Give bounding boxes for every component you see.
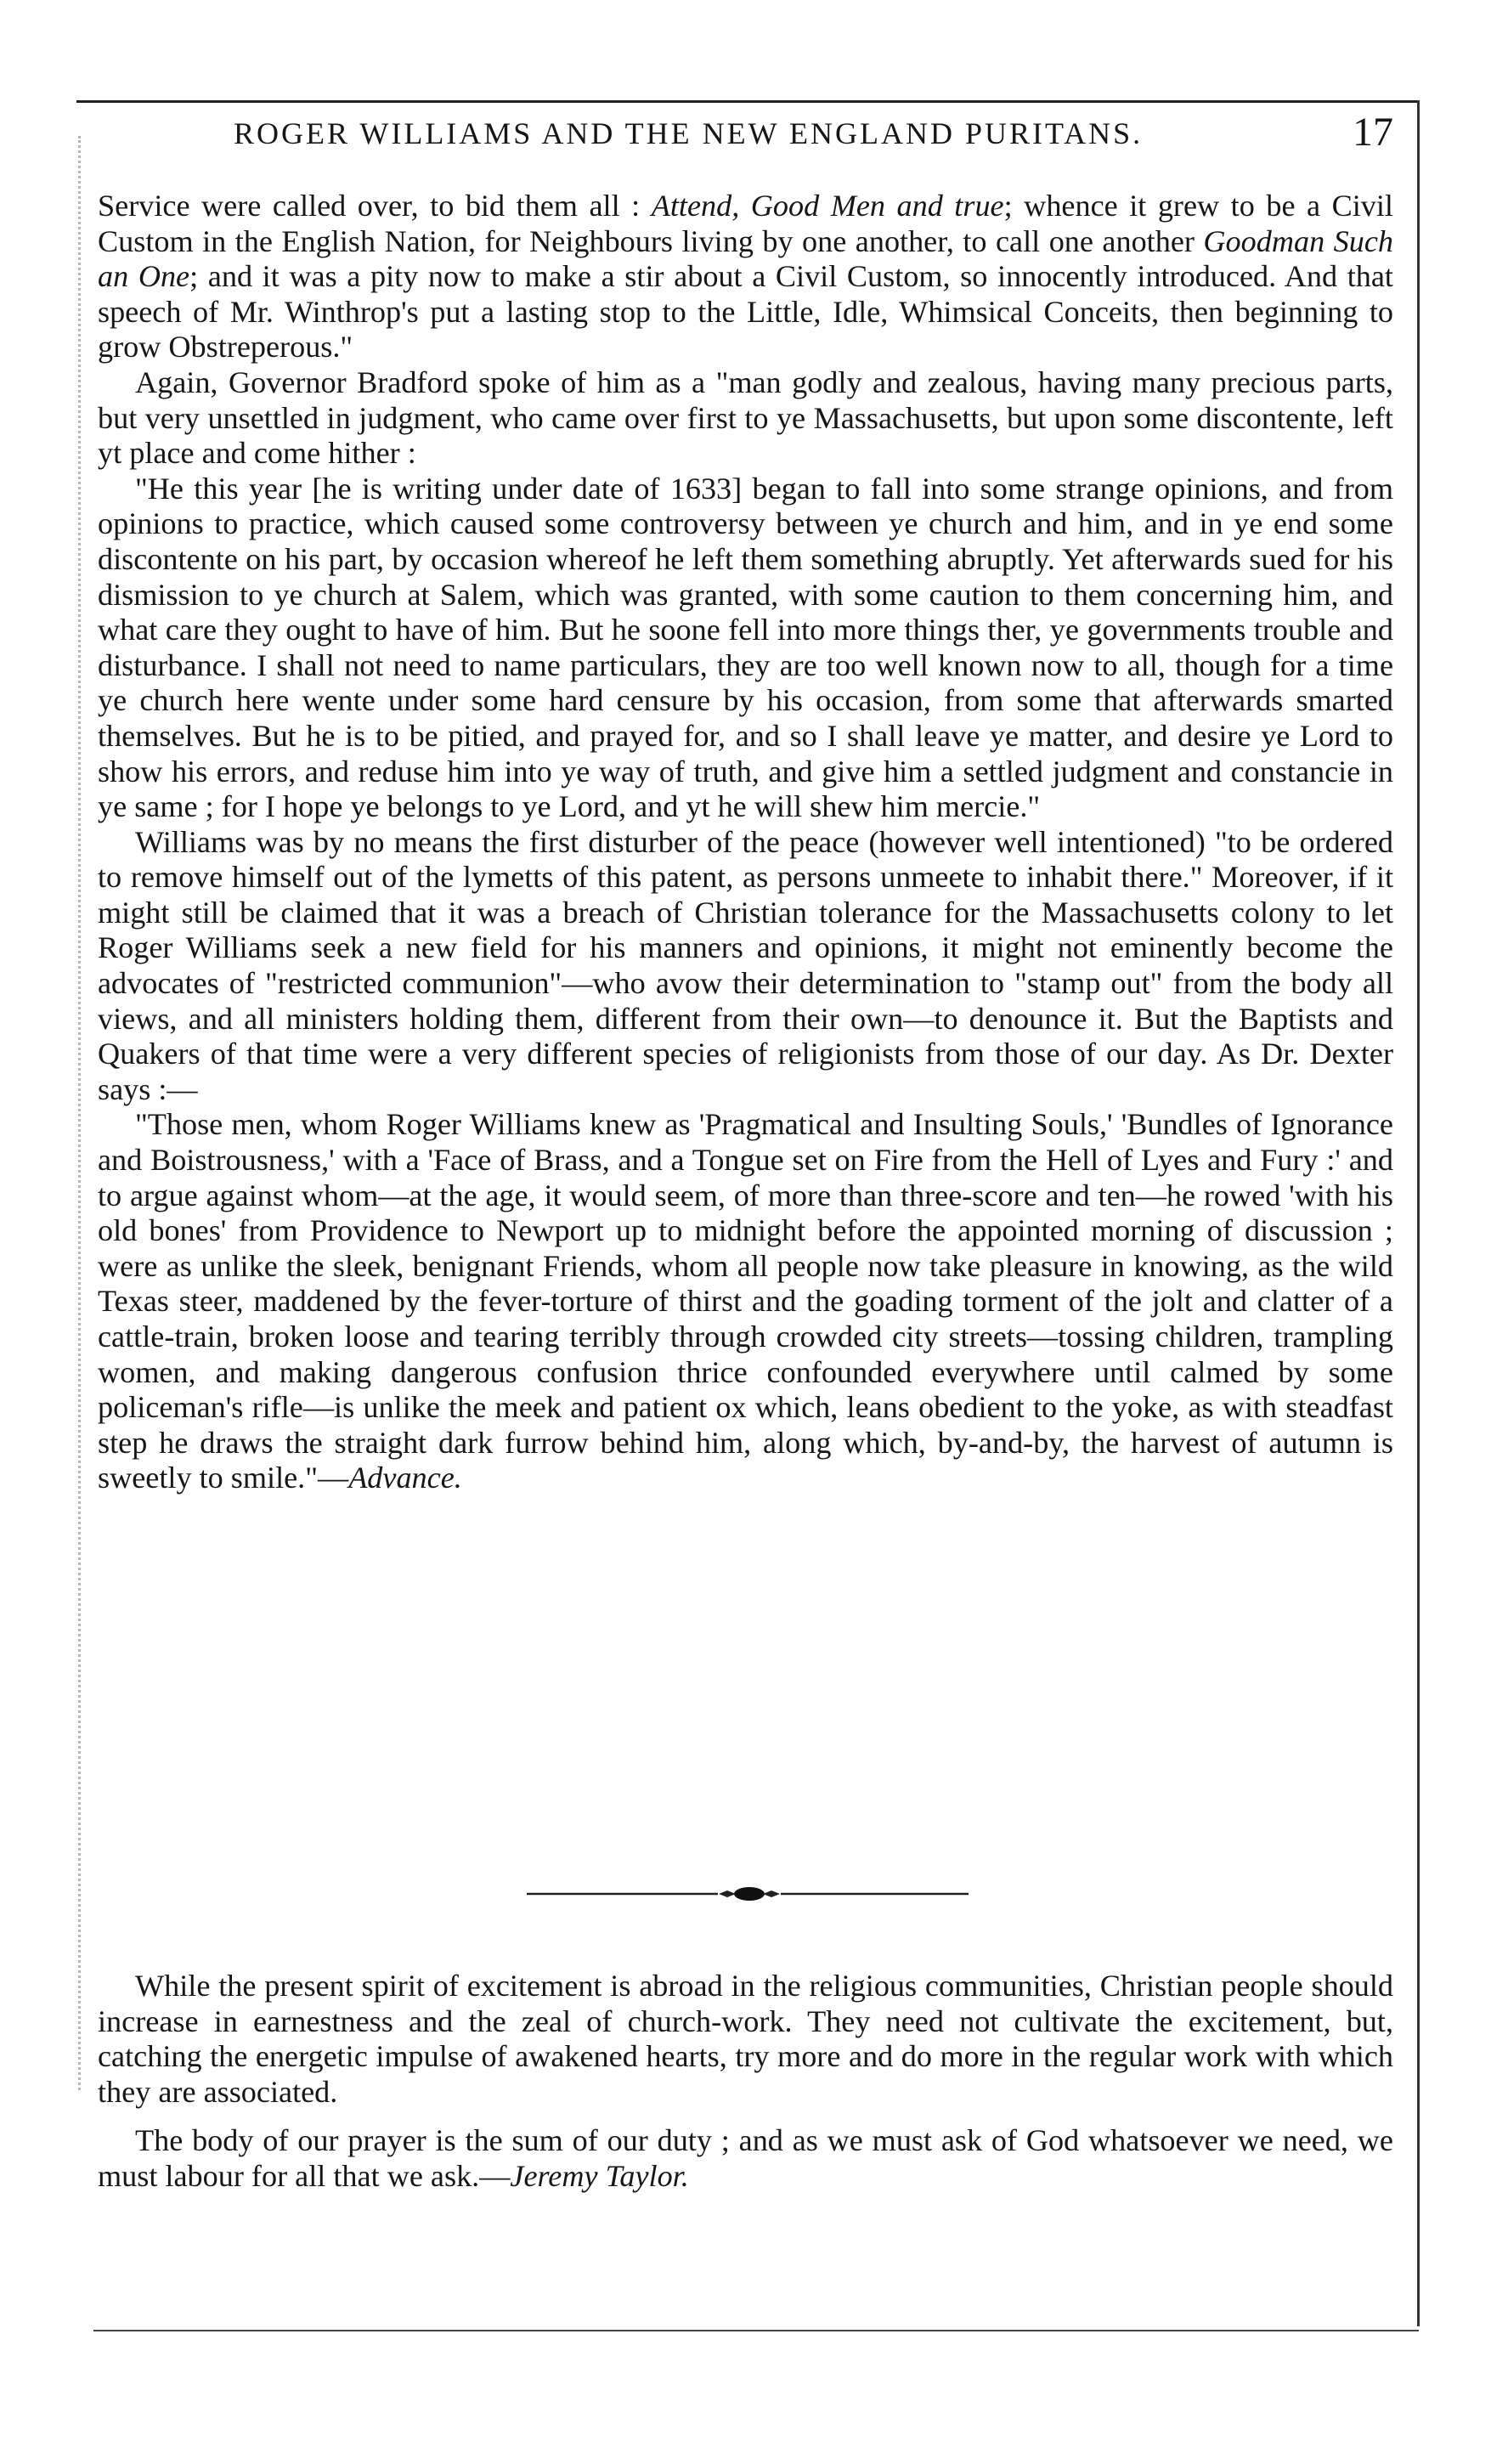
quote-dexter — [98, 1107, 1393, 1496]
source-citation: Advance. — [348, 1461, 462, 1495]
italic-quote: Goodman Such an One — [98, 223, 1393, 294]
section-divider-ornament — [527, 1883, 969, 1905]
page-frame-right-rule — [1417, 100, 1420, 2326]
running-head: ROGER WILLIAMS AND THE NEW ENGLAND PURITANS. — [234, 116, 1144, 150]
page-frame-bottom-rule — [93, 2330, 1419, 2331]
italic-quote: Attend, Good Men and true — [651, 189, 1004, 223]
paragraph-bradford: Again, Governor Bradford spoke of him as a "man godly and zealous, having many precious parts, but very unsettled in judgment, who came over first to ye Massachusetts, but upon some discontente, left yt place and come hither : — [98, 365, 1393, 471]
paragraph-text: "Those men, whom Roger Williams knew as 'Pragmatical and Insulting Souls,' 'Bundles of Ignorance and Boistrousness,' with a 'Face of Brass, and a Tongue set on Fire from the Hell of Lyes and Fury :' and to argue against whom—at the age, it would seem, of more than three-score and ten—he rowed 'with his old bones' from Providence to Newport up to midnight before the appointed morning of discussion ; were as unlike the sleek, benignant Friends, whom all people now take pleasure in knowing, as the wild Texas steer, maddened by the fever-torture of thirst and the goading torment of the jolt and clatter of a cattle-train, broken loose and tearing terribly through crowded city streets—tossing children, trampling women, and making dangerous confusion thrice confounded everywhere until calmed by some policeman's rifle—is unlike the meek and patient ox which, leans obedient to the yoke, as with steadfast step he draws the straight dark furrow behind him, along which, by-and-by, the harvest of autumn is sweetly to smile."— — [98, 1107, 1393, 1495]
article-body — [98, 189, 1393, 1496]
paragraph-text: The body of our prayer is the sum of our duty ; and as we must ask of God whatsoever we need, we must labour for all that we ask.— — [98, 2123, 1393, 2193]
page-header — [98, 109, 1393, 160]
paragraph-williams: Williams was by no means the first disturber of the peace (however well intentioned) "to be ordered to remove himself out of the lymetts of this patent, as persons unmeete to inhabit there." Moreover, if it might still be claimed that it was a breach of Christian tolerance for the Massachusetts colony to let Roger Williams seek a new field for his manners and opinions, it might not eminently become the advocates of "restricted communion"—who avow their determination to "stamp out" from the body all views, and all ministers holding them, different from their own—to denounce it. But the Baptists and Quakers of that time were a very different species of religionists from those of our day. As Dr. Dexter says :— — [98, 824, 1393, 1106]
quote-bradford: "He this year [he is writing under date of 1633] began to fall into some strange opinions, and from opinions to practice, which caused some controversy between ye church and him, and in ye end some discontente on his part, by occasion whereof he left them something abruptly. Yet afterwards sued for his dismission to ye church at Salem, which was granted, with some caution to them concerning him, and what care they ought to have of him. But he soone fell into more things ther, ye governments trouble and disturbance. I shall not need to name particulars, they are too well known now to all, though for a time ye church here wente under some hard censure by his occasion, from some that afterwards smarted themselves. But he is to be pitied, and prayed for, and so I shall leave ye matter, and desire ye Lord to show his errors, and reduse him into ye way of truth, and give him a settled judgment and constancie in ye same ; for I hope ye belongs to ye Lord, and yt he will shew him mercie." — [98, 471, 1393, 824]
page-frame-left-rule — [78, 136, 82, 2090]
page-number: 17 — [1353, 110, 1393, 155]
paragraph-continued — [98, 189, 1393, 365]
note-excitement: While the present spirit of excitement is abroad in the religious communities, Christian people should increase in earnestness and the zeal of church-work. They need not cultivate the excitement, but, catching the energetic impulse of awakened hearts, try more and do more in the regular work with which they are associated. — [98, 1969, 1393, 2109]
author-citation: Jeremy Taylor. — [510, 2158, 689, 2193]
paragraph-text: ; and it was a pity now to make a stir about a Civil Custom, so innocently introduced. And that speech of Mr. Winthrop's put a lasting stop to the Little, Idle, Whimsical Conceits, then beginning to grow Obstreperous." — [98, 259, 1393, 365]
note-prayer — [98, 2123, 1393, 2194]
paragraph-text: ; whence it grew to be a Civil Custom in the English Nation, for Neighbours living by one another, to call one another — [98, 189, 1393, 258]
closing-notes — [98, 1969, 1393, 2208]
paragraph-text: Service were called over, to bid them all : — [98, 189, 652, 223]
page-frame-top-rule — [76, 100, 1419, 103]
